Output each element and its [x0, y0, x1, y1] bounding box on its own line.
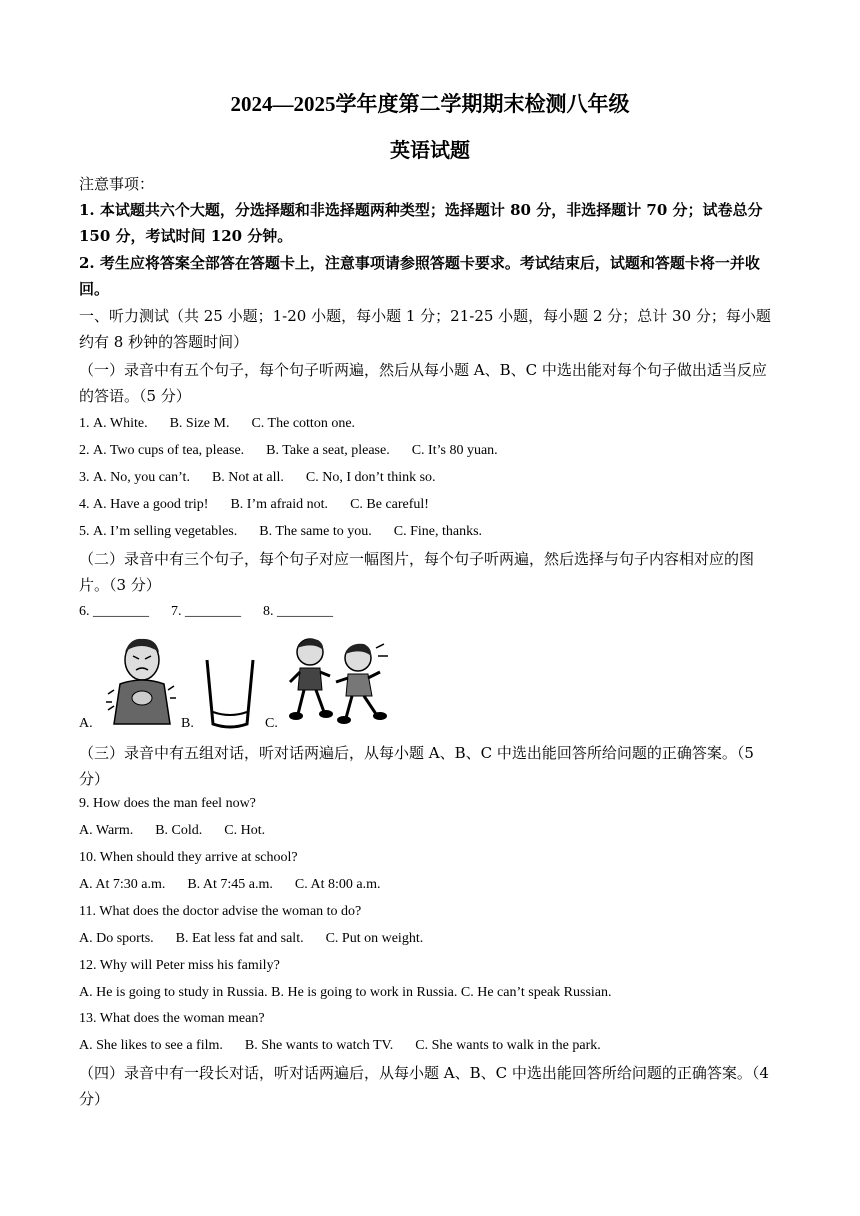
part1-heading: 一、听力测试（共 25 小题；1-20 小题，每小题 1 分；21-25 小题，每小题 2 分；总计 30 分；每小题约有 8 秒钟的答题时间） [79, 307, 771, 351]
picture-c-label: C. [265, 716, 278, 731]
options-row: A. At 7:30 a.m. B. At 7:45 a.m. C. At 8:00 a.m. [79, 877, 381, 892]
notice-item-2: 2. 考生应将答案全部答在答题卡上，注意事项请参照答题卡要求。考试结束后，试题和答题卡将一并收回。 [79, 254, 760, 298]
question-text: 9. How does the man feel now? [79, 796, 256, 811]
section4-instruction: （四）录音中有一段长对话，听对话两遍后，从每小题 A、B、C 中选出能回答所给问题的正确答案。（4 分） [79, 1064, 769, 1108]
section3-instruction: （三）录音中有五组对话，听对话两遍后，从每小题 A、B、C 中选出能回答所给问题的正确答案。（5 分） [79, 744, 754, 788]
question-row: 1. A. White. B. Size M. C. The cotton one. [79, 416, 356, 431]
notice-item-1: 1. 本试题共六个大题，分选择题和非选择题两种类型；选择题计 80 分，非选择题计 70 分；试卷总分 150 分，考试时间 120 分钟。 [79, 201, 763, 245]
section2-instruction: （二）录音中有三个句子，每个句子对应一幅图片，每个句子听两遍，然后选择与句子内容相对应的图片。（3 分） [79, 550, 755, 594]
picture-a-label: A. [79, 716, 93, 731]
running-kids-picture [284, 634, 392, 726]
options-row: A. He is going to study in Russia. B. He is going to work in Russia. C. He can’t speak Russian. [79, 985, 612, 1000]
options-row: A. Warm. B. Cold. C. Hot. [79, 823, 266, 838]
question-text: 13. What does the woman mean? [79, 1011, 265, 1026]
glass-picture [203, 656, 257, 730]
options-row: A. Do sports. B. Eat less fat and salt. C. Put on weight. [79, 931, 424, 946]
question-row: 5. A. I’m selling vegetables. B. The same to you. C. Fine, thanks. [79, 524, 483, 539]
question-text: 12. Why will Peter miss his family? [79, 958, 280, 973]
page-title: 2024—2025学年度第二学期期末检测八年级 [230, 92, 630, 116]
options-row: A. She likes to see a film. B. She wants to watch TV. C. She wants to walk in the park. [79, 1038, 601, 1053]
picture-b-label: B. [181, 716, 194, 731]
question-text: 10. When should they arrive at school? [79, 850, 298, 865]
page-subtitle: 英语试题 [390, 138, 470, 162]
question-text: 11. What does the doctor advise the woman to do? [79, 904, 362, 919]
sick-boy-picture [100, 632, 180, 728]
blank-row: 6. ________ 7. ________ 8. ________ [79, 604, 333, 619]
section1-instruction: （一）录音中有五个句子，每个句子听两遍，然后从每小题 A、B、C 中选出能对每个句子做出适当反应的答语。（5 分） [79, 361, 767, 405]
notice-heading: 注意事项： [79, 175, 155, 193]
question-row: 3. A. No, you can’t. B. Not at all. C. No, I don’t think so. [79, 470, 436, 485]
question-row: 4. A. Have a good trip! B. I’m afraid not. C. Be careful! [79, 497, 429, 512]
question-row: 2. A. Two cups of tea, please. B. Take a seat, please. C. It’s 80 yuan. [79, 443, 498, 458]
